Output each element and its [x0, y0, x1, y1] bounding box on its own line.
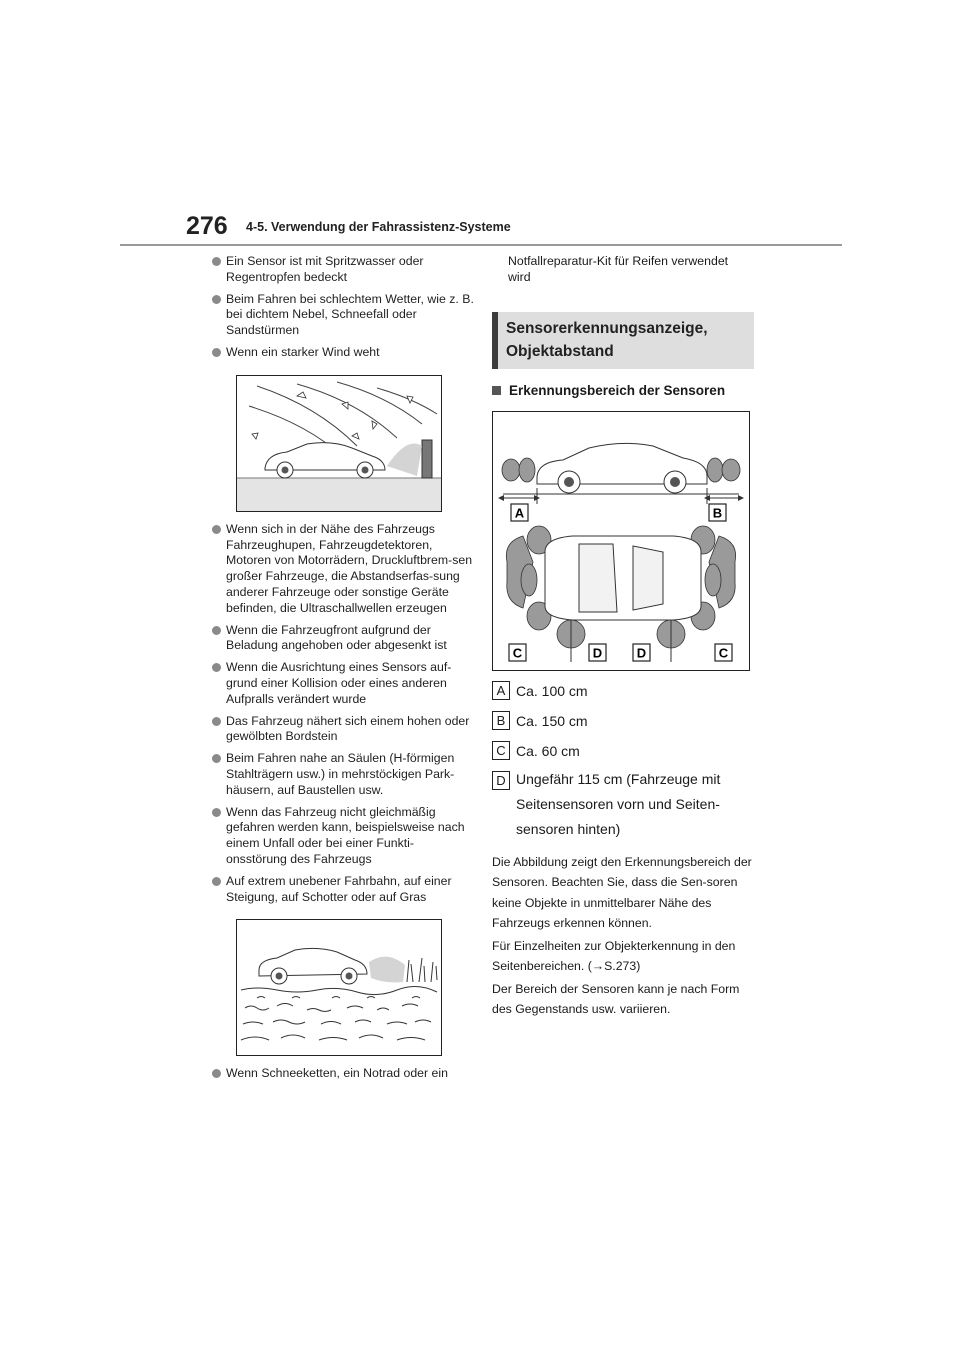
bullet-item: [212, 714, 474, 746]
header-rule: [120, 244, 842, 246]
legend-item: [492, 711, 754, 731]
section-heading: [492, 312, 754, 369]
bullet-text: Das Fahrzeug nähert sich einem hohen oder gewölbten Bordstein: [226, 713, 470, 744]
left-column: [212, 254, 474, 1088]
square-bullet-icon: [492, 386, 501, 395]
bullet-icon: [212, 663, 221, 672]
sensor-range-diagram: [492, 411, 750, 671]
diagram-label-c-left: C: [512, 645, 523, 661]
bullet-item: [212, 623, 474, 655]
legend-item: [492, 741, 754, 761]
bullet-icon: [212, 348, 221, 357]
bullet-icon: [212, 626, 221, 635]
bullet-icon: [212, 257, 221, 266]
diagram-label-d-left: D: [592, 645, 603, 661]
continuation-text: Notfallreparatur-Kit für Reifen verwendet wird: [508, 254, 729, 284]
bullet-text: Wenn ein starker Wind weht: [226, 344, 380, 359]
bullet-item: [212, 805, 474, 868]
bullet-text: Wenn sich in der Nähe des Fahrzeugs Fahrzeughupen, Fahrzeugdetektoren, Motoren von Motorrädern, Druckluftbrem-sen großer Fahrzeuge, die Abstandserfas-sung anderer Fahrzeuge oder sonstige Geräte befinden, die Ultraschallwellen erzeugen: [226, 521, 473, 615]
bullet-item: [212, 345, 474, 361]
bullet-icon: [212, 877, 221, 886]
bullet-icon: [212, 525, 221, 534]
legend-item: [492, 771, 754, 842]
bullet-item: [212, 254, 474, 286]
bullet-icon: [212, 808, 221, 817]
legend-text: Ungefähr 115 cm (Fahrzeuge mit Seitensensoren vorn und Seiten-sensoren hinten): [516, 770, 721, 837]
subheading: [492, 383, 754, 398]
legend-text: Ca. 150 cm: [516, 712, 588, 729]
section-title: 4-5. Verwendung der Fahrassistenz-Systeme: [246, 220, 511, 234]
legend-key: D: [492, 771, 510, 790]
bullet-item: [212, 292, 474, 339]
legend-text: Ca. 100 cm: [516, 682, 588, 699]
legend-item: [492, 681, 754, 701]
rough-road-illustration: [236, 919, 442, 1056]
bullet-text: Wenn Schneeketten, ein Notrad oder ein: [226, 1066, 448, 1081]
bullet-item: [212, 751, 474, 798]
bullet-icon: [212, 754, 221, 763]
bullet-icon: [212, 295, 221, 304]
bullet-item: [212, 1066, 474, 1082]
legend-key: A: [492, 681, 510, 700]
legend-key: C: [492, 741, 510, 760]
bullet-item: [212, 660, 474, 707]
bullet-icon: [212, 717, 221, 726]
diagram-label-d-right: D: [636, 645, 647, 661]
legend-key: B: [492, 711, 510, 730]
bullet-text: Wenn das Fahrzeug nicht gleichmäßig gefahren werden kann, beispielsweise nach einem Unfall oder bei einer Funkti-onsstörung des Fahrzeugs: [226, 804, 465, 866]
page-number: 276: [186, 212, 228, 240]
bullet-text: Beim Fahren nahe an Säulen (H-förmigen Stahlträgern usw.) in mehrstöckigen Park-häusern, auf Baustellen usw.: [226, 751, 455, 797]
legend-text: Ca. 60 cm: [516, 742, 580, 759]
bullet-text: Wenn die Ausrichtung eines Sensors auf-grund einer Kollision oder eines anderen Aufpralls verändert wurde: [226, 660, 452, 706]
heading-line: Sensorerkennungsanzeige,: [506, 319, 708, 337]
bullet-item: [212, 522, 474, 617]
diagram-label-b: B: [712, 505, 723, 521]
right-column: [492, 254, 754, 1022]
diagram-label-a: A: [514, 505, 525, 521]
bullet-text: Auf extrem unebener Fahrbahn, auf einer Steigung, auf Schotter oder auf Gras: [226, 873, 452, 904]
bullet-text: Ein Sensor ist mit Spritzwasser oder Regentropfen bedeckt: [226, 254, 424, 284]
wind-illustration: [236, 375, 442, 512]
body-paragraph: Der Bereich der Sensoren kann je nach Form des Gegenstands usw. variieren.: [492, 981, 740, 1017]
heading-line: Objektabstand: [506, 342, 614, 360]
bullet-text: Beim Fahren bei schlechtem Wetter, wie z. B. bei dichtem Nebel, Schneefall oder Sandstürmen: [226, 291, 474, 338]
bullet-item: [212, 874, 474, 906]
diagram-label-c-right: C: [718, 645, 729, 661]
bullet-text: Wenn die Fahrzeugfront aufgrund der Beladung angehoben oder abgesenkt ist: [226, 622, 447, 653]
subheading-text: Erkennungsbereich der Sensoren: [509, 382, 726, 398]
body-paragraph: Die Abbildung zeigt den Erkennungsbereich der Sensoren. Beachten Sie, dass die Sen-soren keine Objekte in unmittelbarer Nähe des Fahrzeugs erkennen können.: [492, 854, 752, 931]
body-paragraph: Für Einzelheiten zur Objekterkennung in den Seitenbereichen. (→S.273): [492, 938, 736, 974]
bullet-icon: [212, 1069, 221, 1078]
